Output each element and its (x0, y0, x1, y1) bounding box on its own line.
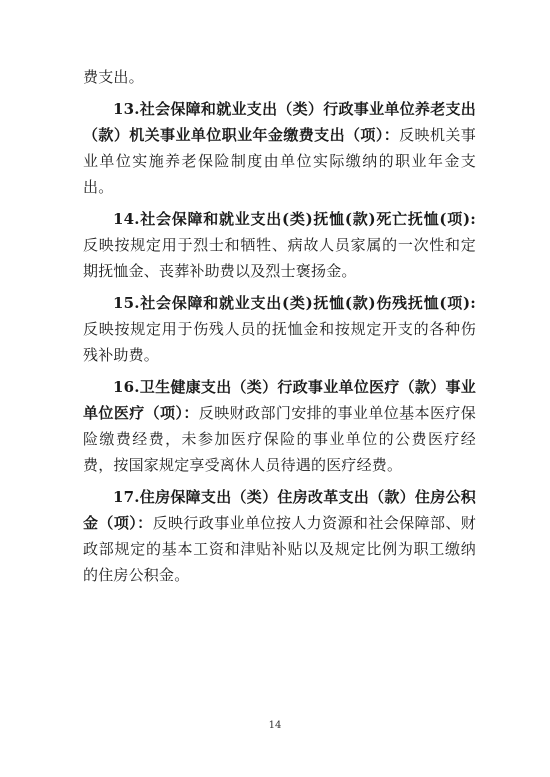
paragraph-text: 反映机关事业单位实施养老保险制度由单位实际缴纳的职业年金支出。 (83, 126, 476, 196)
paragraph-item-17 (83, 484, 476, 588)
paragraph-text: 反映按规定用于烈士和牺牲、病故人员家属的一次性和定期抚恤金、丧葬补助费以及烈士褒扬金。 (83, 236, 476, 280)
paragraph-text: 反映行政事业单位按人力资源和社会保障部、财政部规定的基本工资和津贴补贴以及规定比例为职工缴纳的住房公积金。 (83, 514, 476, 584)
page-number: 14 (268, 720, 282, 731)
paragraph-heading: 14.社会保障和就业支出(类)抚恤(款)死亡抚恤(项): (113, 210, 476, 228)
paragraph-item-13 (83, 96, 476, 200)
paragraph-text: 费支出。 (83, 68, 144, 86)
paragraph-item-14 (83, 206, 476, 284)
document-body (83, 64, 476, 588)
paragraph-item-15 (83, 290, 476, 368)
paragraph-text: 反映按规定用于伤残人员的抚恤金和按规定开支的各种伤残补助费。 (83, 320, 476, 364)
paragraph-heading: 13.社会保障和就业支出（类）行政事业单位养老支出（款）机关事业单位职业年金缴费支出（项）： (83, 100, 476, 144)
paragraph-continuation (83, 64, 476, 90)
paragraph-text: 反映财政部门安排的事业单位基本医疗保险缴费经费，未参加医疗保险的事业单位的公费医疗经费，按国家规定享受离休人员待遇的医疗经费。 (83, 404, 476, 474)
paragraph-heading: 15.社会保障和就业支出(类)抚恤(款)伤残抚恤(项): (113, 294, 476, 312)
paragraph-item-16 (83, 374, 476, 478)
paragraph-heading: 16.卫生健康支出（类）行政事业单位医疗（款）事业单位医疗（项）： (83, 378, 476, 422)
paragraph-heading: 17.住房保障支出（类）住房改革支出（款）住房公积金（项）： (83, 488, 476, 532)
